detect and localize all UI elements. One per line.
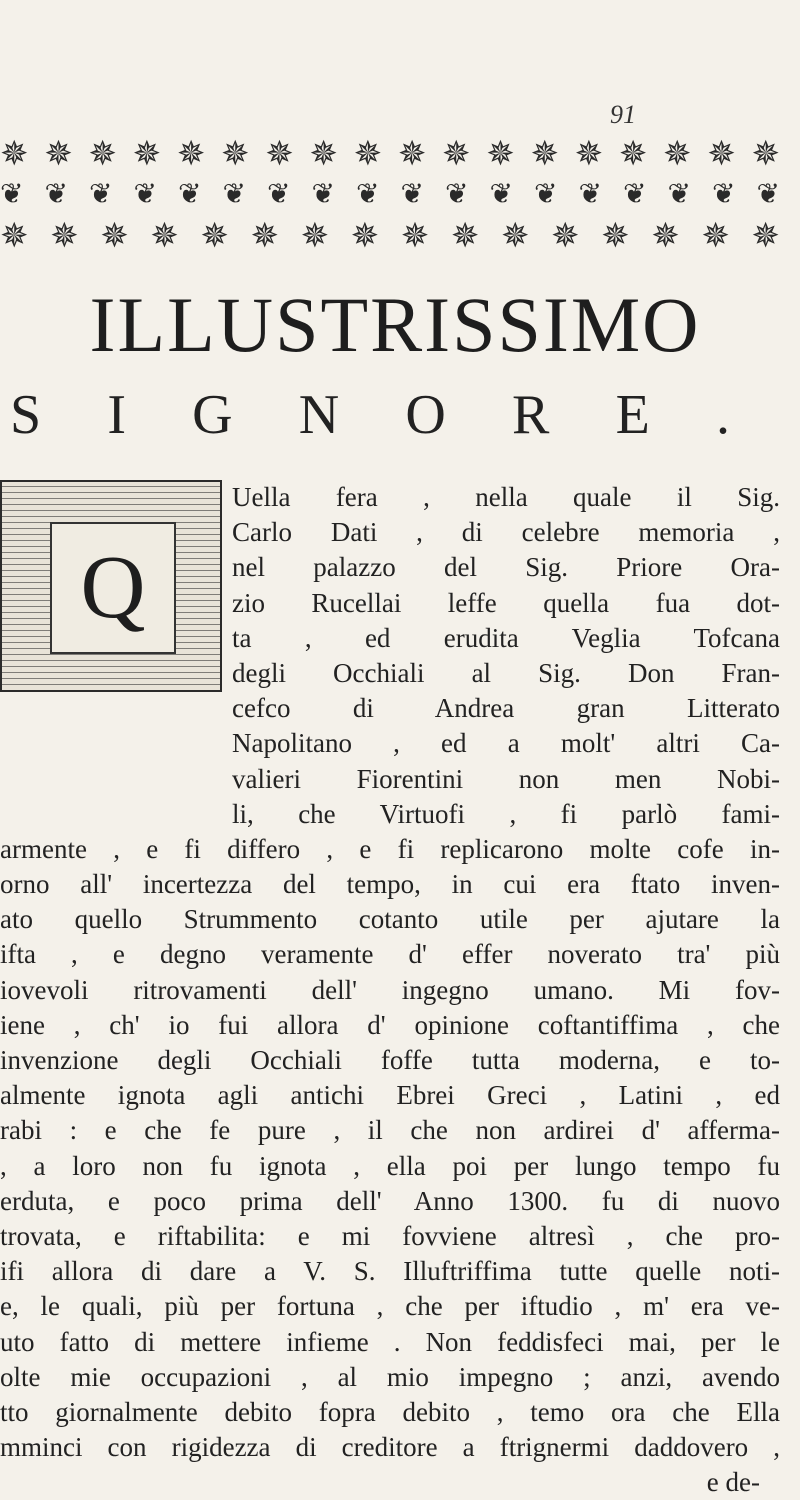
ornament-glyph: ✵: [601, 218, 630, 255]
ornament-glyph: ✵: [88, 136, 117, 173]
text-line: olte mie occupazioni , al mio impegno ; anzi, avendo: [0, 1361, 780, 1392]
subtitle-letter: R: [512, 384, 550, 446]
ornament-row-top: [0, 135, 780, 175]
text-line: , a loro non fu ignota , ella poi per lungo tempo fu: [0, 1150, 780, 1181]
text-line: erduta, e poco prima dell' Anno 1300. fu di nuovo: [0, 1185, 780, 1216]
subtitle-letter: E: [615, 384, 650, 446]
catchword: e de-: [706, 1467, 760, 1498]
ornament-glyph: ❦: [400, 179, 424, 210]
subtitle-letter: N: [298, 384, 340, 446]
subtitle-letter: O: [405, 384, 446, 446]
ornament-glyph: ✵: [574, 136, 604, 173]
ornament-glyph: ✵: [176, 136, 206, 173]
body-text: [0, 480, 780, 1500]
ornament-glyph: ❦: [445, 179, 469, 210]
subtitle-letter: .: [715, 384, 730, 446]
text-line: ifta , e degno veramente d' effer noverato tra' più: [0, 939, 780, 970]
text-line: e, le quali, più per fortuna , che per iftudio , m' era ve-: [0, 1291, 780, 1322]
text-line: zio Rucellai leffe quella fua dot-: [232, 587, 780, 618]
text-line: iovevoli ritrovamenti dell' ingegno umano. Mi fov-: [0, 974, 780, 1005]
subtitle-letter: G: [192, 384, 233, 446]
ornament-glyph: ✵: [651, 218, 680, 255]
ornament-glyph: ✵: [400, 218, 430, 255]
subtitle: [0, 380, 790, 450]
ornament-glyph: ✵: [0, 218, 29, 255]
ornament-glyph: ✵: [751, 218, 780, 255]
ornament-glyph: ✵: [250, 218, 279, 255]
ornament-glyph: ❦: [667, 179, 691, 210]
text-line: tto giornalmente debito fopra debito , temo ora che Ella: [0, 1396, 780, 1427]
text-line: valieri Fiorentini non men Nobi-: [232, 763, 780, 794]
ornament-glyph: ✵: [44, 136, 73, 173]
text-line: degli Occhiali al Sig. Don Fran-: [232, 657, 780, 688]
text-line: almente ignota agli antichi Ebrei Greci , Latini , ed: [0, 1080, 780, 1111]
ornament-glyph: ✵: [200, 218, 229, 255]
ornament-glyph: ✵: [0, 136, 29, 173]
ornament-glyph: ❦: [267, 179, 291, 210]
ornament-glyph: ✵: [300, 218, 330, 255]
ornament-glyph: ❦: [133, 179, 157, 210]
text-line: trovata, e riftabilita: e mi fovviene altresì , che pro-: [0, 1220, 780, 1251]
text-line: orno all' incertezza del tempo, in cui era ftato inven-: [0, 869, 780, 900]
ornament-glyph: ✵: [500, 218, 530, 255]
text-line: rabi : e che fe pure , il che non ardirei d' afferma-: [0, 1115, 780, 1146]
ornament-glyph: ✵: [132, 136, 162, 173]
ornament-glyph: ❦: [311, 179, 335, 210]
ornament-row-middle: [0, 175, 780, 215]
text-line: nel palazzo del Sig. Priore Ora-: [232, 552, 780, 583]
ornament-glyph: ✵: [265, 136, 294, 173]
text-line: ifi allora di dare a V. S. Illuftriffima tutte quelle noti-: [0, 1256, 780, 1287]
ornament-glyph: ✵: [221, 136, 250, 173]
text-line: invenzione degli Occhiali foffe tutta moderna, e to-: [0, 1045, 780, 1075]
text-line: uto fatto di mettere infieme . Non feddisfeci mai, per le: [0, 1326, 780, 1357]
subtitle-letter: S: [10, 384, 42, 446]
text-line: ta , ed erudita Veglia Tofcana: [232, 622, 780, 653]
text-line: mminci con rigidezza di creditore a ftrignermi daddovero ,: [0, 1432, 780, 1463]
initial-letter: Q: [80, 538, 146, 637]
ornament-glyph: ❦: [89, 179, 113, 210]
ornament-glyph: ❦: [756, 179, 780, 210]
ornament-glyph: ❦: [0, 179, 24, 210]
text-line: Uella fera , nella quale il Sig.: [232, 482, 780, 512]
text-line: Napolitano , ed a molt' altri Ca-: [232, 728, 780, 759]
ornament-glyph: ❦: [356, 179, 380, 210]
ornament-glyph: ❦: [578, 179, 602, 210]
ornamental-headpiece: [0, 135, 780, 260]
ornament-glyph: ✵: [350, 218, 380, 255]
text-line: cefco di Andrea gran Litterato: [232, 693, 780, 724]
ornament-glyph: ✵: [486, 136, 515, 173]
text-line: iene , ch' io fui allora d' opinione coftantiffima , che: [0, 1009, 780, 1040]
ornament-glyph: ❦: [534, 179, 558, 210]
ornament-glyph: ✵: [663, 136, 692, 173]
ornament-glyph: ❦: [623, 179, 647, 210]
ornament-glyph: ❦: [44, 179, 68, 210]
ornament-glyph: ✵: [618, 136, 648, 173]
ornament-glyph: ✵: [100, 218, 129, 255]
ornament-glyph: ❦: [178, 179, 202, 210]
ornament-glyph: ✵: [50, 218, 79, 255]
ornament-row-bottom: [0, 217, 780, 257]
text-line: Carlo Dati , di celebre memoria ,: [232, 517, 780, 548]
ornament-glyph: ✵: [701, 218, 730, 255]
page-title: ILLUSTRISSIMO: [89, 281, 701, 368]
ornament-glyph: ✵: [450, 218, 480, 255]
ornament-glyph: ✵: [707, 136, 736, 173]
ornament-glyph: ❦: [222, 179, 246, 210]
text-line: li, che Virtuofi , fi parlò fami-: [232, 798, 780, 829]
ornament-glyph: ❦: [712, 179, 736, 210]
ornament-glyph: ✵: [530, 136, 559, 173]
ornament-glyph: ✵: [751, 136, 780, 173]
ornament-glyph: ✵: [551, 218, 580, 255]
ornament-glyph: ✵: [442, 136, 471, 173]
page-number: 91: [610, 100, 636, 129]
ornament-glyph: ✵: [353, 136, 383, 173]
ornament-glyph: ✵: [150, 218, 179, 255]
ornament-glyph: ❦: [489, 179, 513, 210]
text-line: ato quello Strummento cotanto utile per ajutare la: [0, 904, 780, 935]
ornament-glyph: ✵: [397, 136, 427, 173]
ornament-glyph: ✵: [309, 136, 338, 173]
text-line: armente , e fi differo , e fi replicarono molte cofe in-: [0, 833, 780, 864]
subtitle-letter: I: [107, 384, 126, 446]
